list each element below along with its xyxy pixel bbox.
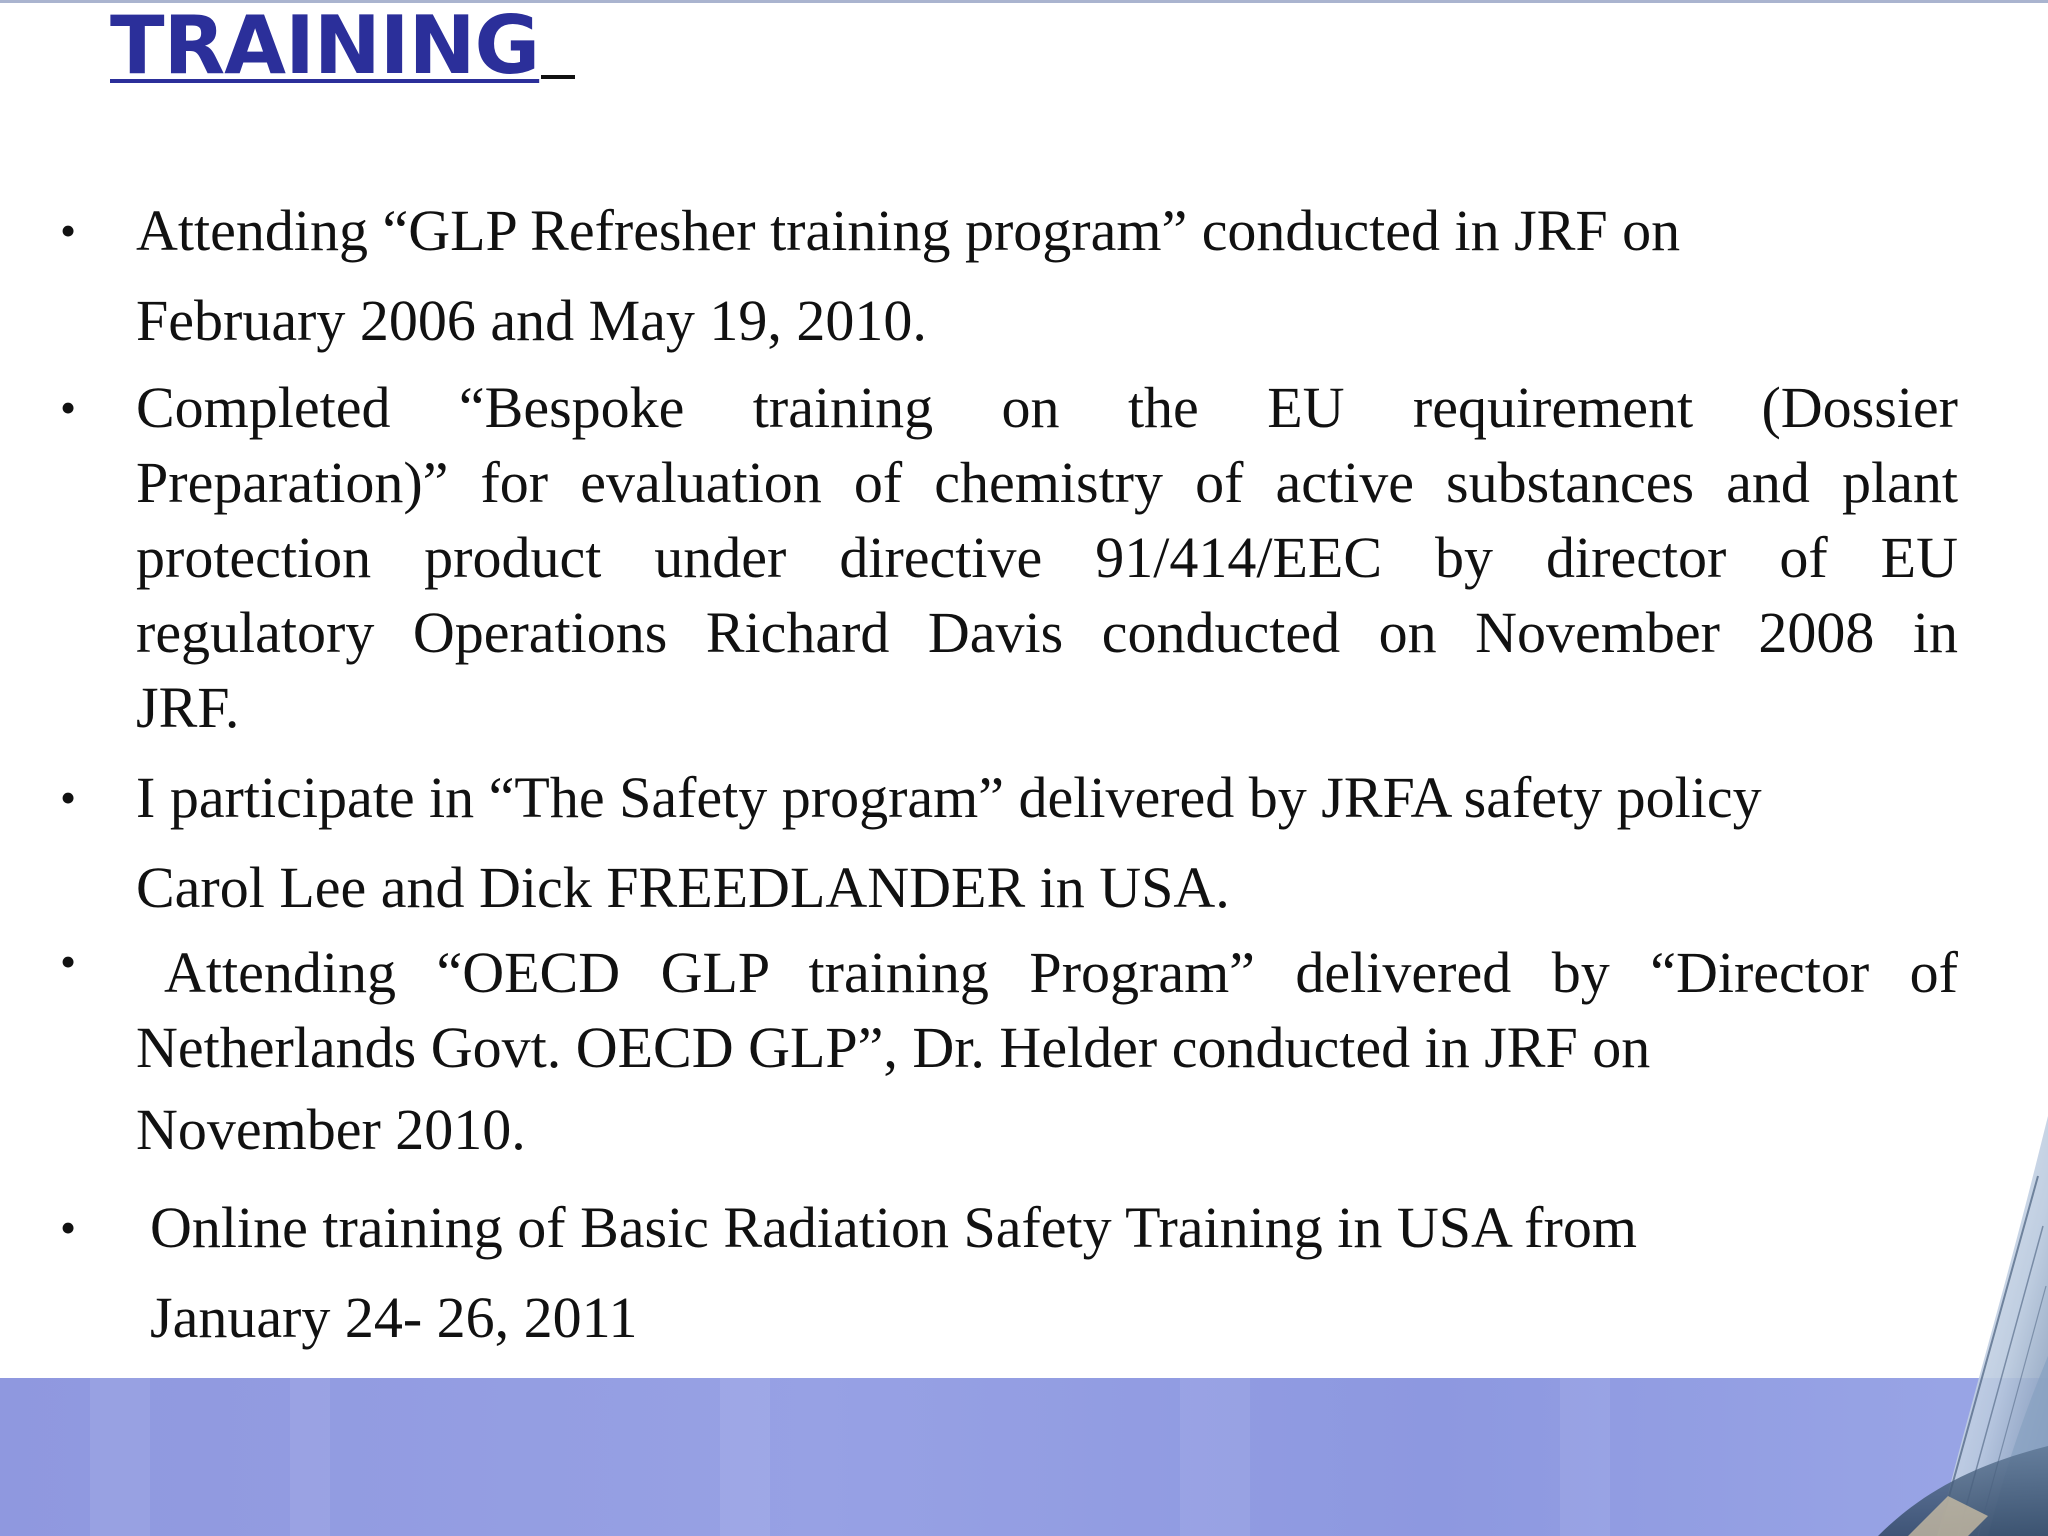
list-item <box>60 370 1958 745</box>
title-underline-tail <box>541 75 575 79</box>
footer-band <box>0 1378 2048 1536</box>
item-line: Preparation)” for evaluation of chemistry of active substances and plant <box>136 450 1958 515</box>
item-line: November 2010. <box>136 1097 526 1162</box>
bullet-marker: • <box>60 772 77 823</box>
item-line: protection product under directive 91/414/EEC by director of EU <box>136 525 1958 590</box>
bullet-marker: • <box>60 1202 77 1253</box>
sailboat-image <box>1788 1116 2048 1536</box>
item-line: JRF. <box>136 675 240 740</box>
item-line: Carol Lee and Dick FREEDLANDER in USA. <box>136 855 1230 920</box>
list-item <box>60 753 1958 933</box>
list-item <box>60 1183 1958 1363</box>
item-line: Completed “Bespoke training on the EU requirement (Dossier <box>136 375 1958 440</box>
list-item <box>60 935 1958 1175</box>
item-line: Attending “GLP Refresher training program” conducted in JRF on <box>136 198 1681 263</box>
item-line: Online training of Basic Radiation Safety Training in USA from <box>150 1195 1637 1260</box>
bullet-marker: • <box>60 936 77 987</box>
item-line: Attending “OECD GLP training Program” delivered by “Director of <box>164 940 1958 1005</box>
slide-title <box>110 0 575 92</box>
item-line: regulatory Operations Richard Davis conducted on November 2008 in <box>136 600 1958 665</box>
item-line: I participate in “The Safety program” delivered by JRFA safety policy <box>136 765 1762 830</box>
list-item <box>60 186 1958 366</box>
bullet-marker: • <box>60 382 77 433</box>
bullet-list <box>60 186 1958 1371</box>
bullet-marker: • <box>60 205 77 256</box>
item-line: February 2006 and May 19, 2010. <box>136 288 927 353</box>
item-line: January 24- 26, 2011 <box>150 1285 638 1350</box>
slide-title-text: TRAINING <box>110 0 540 92</box>
item-line: Netherlands Govt. OECD GLP”, Dr. Helder conducted in JRF on <box>136 1015 1651 1080</box>
